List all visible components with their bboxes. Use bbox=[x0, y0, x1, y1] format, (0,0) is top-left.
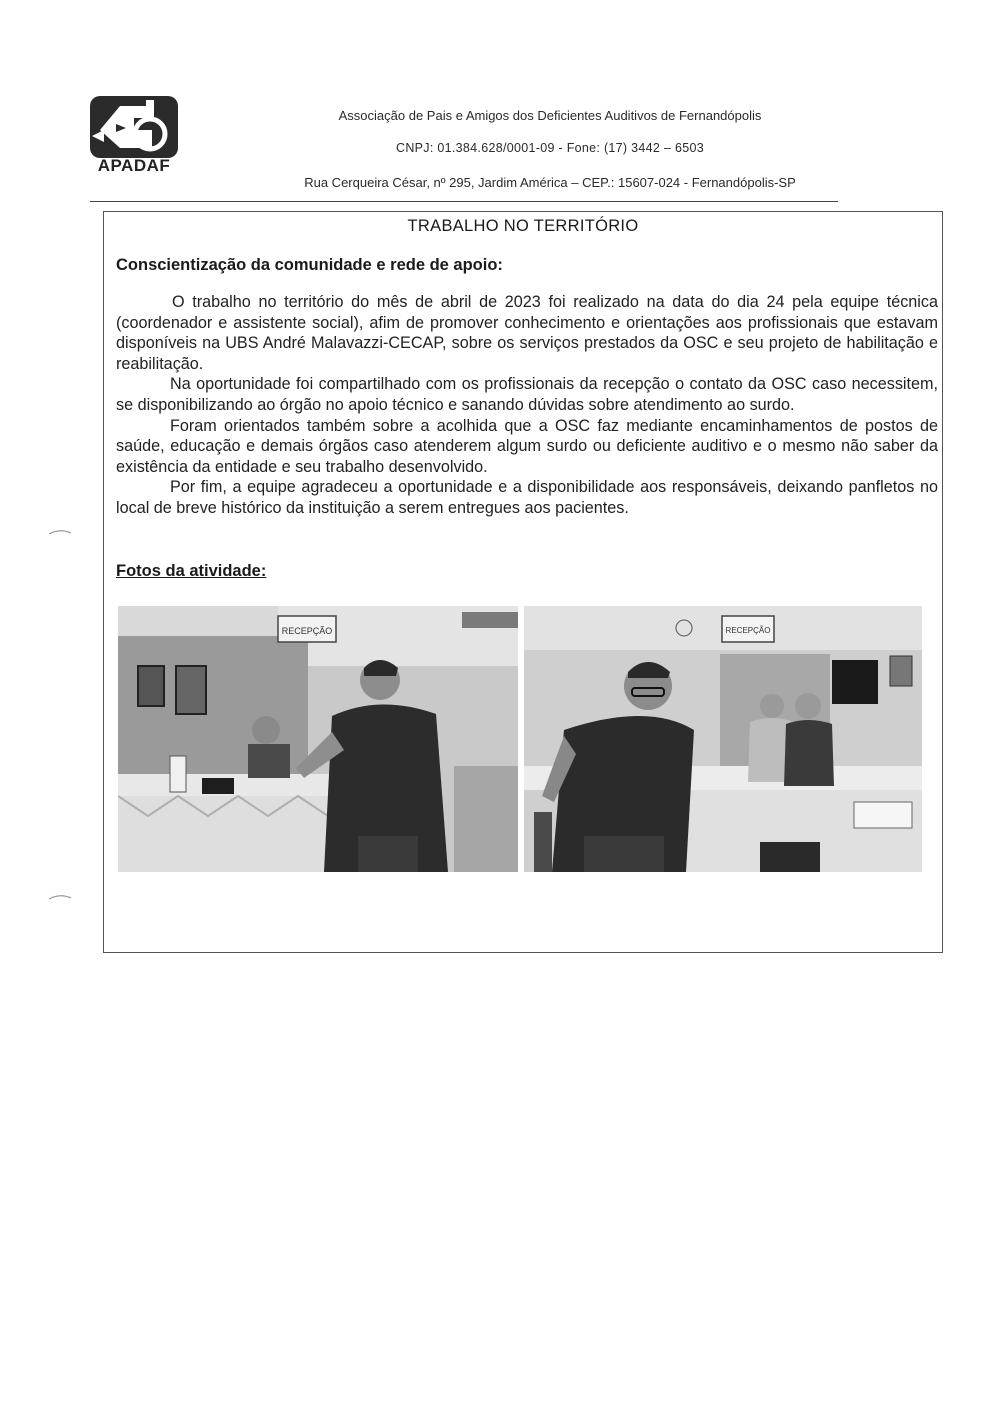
logo-wordmark: APADAF bbox=[97, 156, 171, 175]
scan-edge-mark bbox=[48, 893, 72, 901]
header-divider bbox=[90, 201, 838, 202]
reception-sign: RECEPÇÃO bbox=[725, 626, 771, 635]
reception-sign: RECEPÇÃO bbox=[281, 626, 333, 636]
activity-photo-reception bbox=[118, 606, 518, 872]
scan-edge-mark bbox=[48, 528, 72, 536]
report-paragraph: Foram orientados também sobre a acolhida que a OSC faz mediante encaminhamentos de postos de saúde, educação e demais órgãos caso atenderem algum surdo ou deficiente auditivo e o mesmo não saber da existência da entidade e seu trabalho desenvolvido. bbox=[116, 416, 938, 476]
report-paragraph: O trabalho no território do mês de abril de 2023 foi realizado na data do dia 24 pela equipe técnica (coordenador e assistente social), afim de promover conhecimento e orientações aos profissionais que estavam disponíveis na UBS André Malavazzi-CECAP, sobre os serviços prestados da OSC e seu projeto de habilitação e reabilitação. bbox=[116, 293, 938, 373]
activity-photo-team bbox=[524, 606, 922, 872]
photos-label: Fotos da atividade: bbox=[116, 562, 267, 580]
cnpj-phone: CNPJ: 01.384.628/0001-09 - Fone: (17) 3442 – 6503 bbox=[396, 141, 704, 155]
ear-logo-icon bbox=[90, 96, 178, 158]
report-body bbox=[116, 292, 938, 519]
organization-name: Associação de Pais e Amigos dos Deficientes Auditivos de Fernandópolis bbox=[338, 108, 762, 123]
report-frame bbox=[103, 211, 943, 953]
report-paragraph: Na oportunidade foi compartilhado com os profissionais da recepção o contato da OSC caso necessitem, se disponibilizando ao órgão no apoio técnico e sanando dúvidas sobre atendimento ao surdo. bbox=[116, 375, 938, 414]
report-subheading: Conscientização da comunidade e rede de apoio: bbox=[116, 256, 503, 274]
organization-address: Rua Cerqueira César, nº 295, Jardim América – CEP.: 15607-024 - Fernandópolis-SP bbox=[304, 175, 796, 190]
apadaf-logo bbox=[88, 96, 180, 178]
section-title: TRABALHO NO TERRITÓRIO bbox=[407, 217, 639, 235]
report-paragraph: Por fim, a equipe agradeceu a oportunidade e a disponibilidade aos responsáveis, deixando panfletos no local de breve histórico da instituição a serem entregues aos pacientes. bbox=[116, 478, 938, 517]
